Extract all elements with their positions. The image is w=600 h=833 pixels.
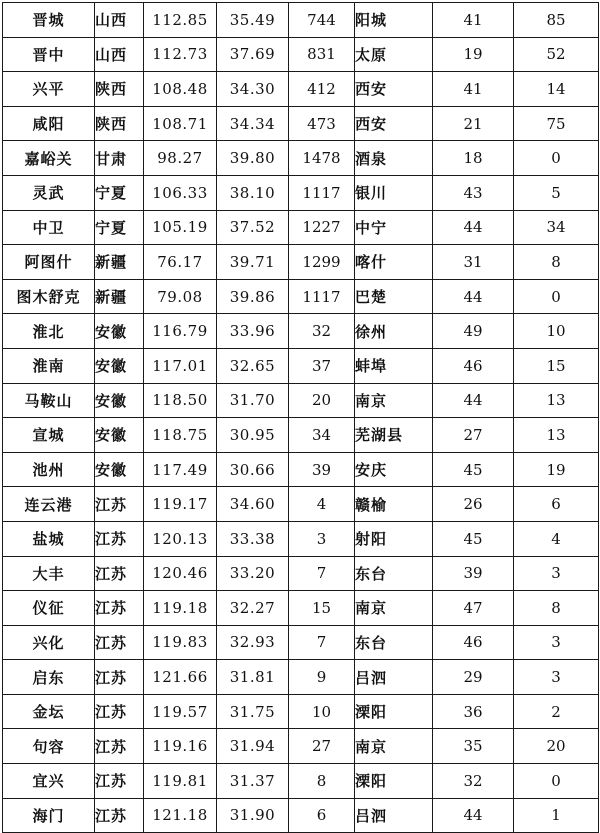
province-cell: 安徽 xyxy=(95,314,144,349)
longitude-cell: 121.18 xyxy=(144,798,217,833)
altitude-cell: 473 xyxy=(289,106,355,141)
table-row xyxy=(3,279,599,314)
reference-station-cell: 射阳 xyxy=(355,521,433,556)
latitude-cell: 39.71 xyxy=(217,245,289,280)
longitude-cell: 76.17 xyxy=(144,245,217,280)
station-name-cell: 仪征 xyxy=(3,591,95,626)
reference-station-cell: 阳城 xyxy=(355,3,433,38)
longitude-cell: 112.73 xyxy=(144,37,217,72)
table-row xyxy=(3,764,599,799)
province-cell: 陕西 xyxy=(95,72,144,107)
station-name-cell: 宜兴 xyxy=(3,764,95,799)
province-cell: 安徽 xyxy=(95,348,144,383)
longitude-cell: 120.13 xyxy=(144,521,217,556)
altitude-cell: 15 xyxy=(289,591,355,626)
altitude-cell: 32 xyxy=(289,314,355,349)
longitude-cell: 116.79 xyxy=(144,314,217,349)
value-a-cell: 44 xyxy=(433,210,514,245)
reference-station-cell: 东台 xyxy=(355,556,433,591)
reference-station-cell: 安庆 xyxy=(355,452,433,487)
province-cell: 安徽 xyxy=(95,383,144,418)
altitude-cell: 4 xyxy=(289,487,355,522)
reference-station-cell: 中宁 xyxy=(355,210,433,245)
station-name-cell: 兴平 xyxy=(3,72,95,107)
altitude-cell: 10 xyxy=(289,694,355,729)
altitude-cell: 7 xyxy=(289,556,355,591)
altitude-cell: 3 xyxy=(289,521,355,556)
station-name-cell: 嘉峪关 xyxy=(3,141,95,176)
altitude-cell: 37 xyxy=(289,348,355,383)
latitude-cell: 34.34 xyxy=(217,106,289,141)
province-cell: 江苏 xyxy=(95,798,144,833)
longitude-cell: 105.19 xyxy=(144,210,217,245)
province-cell: 江苏 xyxy=(95,591,144,626)
altitude-cell: 1299 xyxy=(289,245,355,280)
value-b-cell: 19 xyxy=(514,452,599,487)
province-cell: 江苏 xyxy=(95,625,144,660)
longitude-cell: 118.50 xyxy=(144,383,217,418)
reference-station-cell: 溧阳 xyxy=(355,694,433,729)
latitude-cell: 33.38 xyxy=(217,521,289,556)
province-cell: 宁夏 xyxy=(95,175,144,210)
longitude-cell: 98.27 xyxy=(144,141,217,176)
longitude-cell: 118.75 xyxy=(144,418,217,453)
latitude-cell: 38.10 xyxy=(217,175,289,210)
value-b-cell: 4 xyxy=(514,521,599,556)
table-row xyxy=(3,591,599,626)
reference-station-cell: 南京 xyxy=(355,383,433,418)
reference-station-cell: 赣榆 xyxy=(355,487,433,522)
table-row xyxy=(3,141,599,176)
altitude-cell: 1117 xyxy=(289,175,355,210)
reference-station-cell: 银川 xyxy=(355,175,433,210)
value-a-cell: 44 xyxy=(433,383,514,418)
latitude-cell: 39.86 xyxy=(217,279,289,314)
altitude-cell: 412 xyxy=(289,72,355,107)
latitude-cell: 31.90 xyxy=(217,798,289,833)
value-b-cell: 10 xyxy=(514,314,599,349)
value-b-cell: 85 xyxy=(514,3,599,38)
latitude-cell: 31.37 xyxy=(217,764,289,799)
station-name-cell: 金坛 xyxy=(3,694,95,729)
latitude-cell: 31.94 xyxy=(217,729,289,764)
value-a-cell: 49 xyxy=(433,314,514,349)
value-b-cell: 75 xyxy=(514,106,599,141)
province-cell: 江苏 xyxy=(95,556,144,591)
altitude-cell: 1478 xyxy=(289,141,355,176)
latitude-cell: 30.66 xyxy=(217,452,289,487)
station-name-cell: 晋城 xyxy=(3,3,95,38)
value-b-cell: 0 xyxy=(514,141,599,176)
reference-station-cell: 西安 xyxy=(355,106,433,141)
longitude-cell: 79.08 xyxy=(144,279,217,314)
reference-station-cell: 南京 xyxy=(355,729,433,764)
reference-station-cell: 蚌埠 xyxy=(355,348,433,383)
table-row xyxy=(3,175,599,210)
value-b-cell: 14 xyxy=(514,72,599,107)
value-a-cell: 27 xyxy=(433,418,514,453)
table-row xyxy=(3,418,599,453)
province-cell: 江苏 xyxy=(95,521,144,556)
value-b-cell: 3 xyxy=(514,660,599,695)
province-cell: 江苏 xyxy=(95,694,144,729)
altitude-cell: 27 xyxy=(289,729,355,764)
value-a-cell: 46 xyxy=(433,625,514,660)
value-b-cell: 13 xyxy=(514,418,599,453)
longitude-cell: 112.85 xyxy=(144,3,217,38)
value-a-cell: 29 xyxy=(433,660,514,695)
reference-station-cell: 喀什 xyxy=(355,245,433,280)
value-b-cell: 2 xyxy=(514,694,599,729)
reference-station-cell: 吕泗 xyxy=(355,660,433,695)
longitude-cell: 117.49 xyxy=(144,452,217,487)
station-name-cell: 图木舒克 xyxy=(3,279,95,314)
longitude-cell: 119.17 xyxy=(144,487,217,522)
value-b-cell: 15 xyxy=(514,348,599,383)
reference-station-cell: 西安 xyxy=(355,72,433,107)
station-data-table xyxy=(2,2,599,833)
value-b-cell: 52 xyxy=(514,37,599,72)
value-b-cell: 5 xyxy=(514,175,599,210)
station-name-cell: 句容 xyxy=(3,729,95,764)
reference-station-cell: 东台 xyxy=(355,625,433,660)
value-a-cell: 19 xyxy=(433,37,514,72)
value-b-cell: 0 xyxy=(514,279,599,314)
value-a-cell: 45 xyxy=(433,452,514,487)
altitude-cell: 831 xyxy=(289,37,355,72)
province-cell: 甘肃 xyxy=(95,141,144,176)
reference-station-cell: 溧阳 xyxy=(355,764,433,799)
province-cell: 陕西 xyxy=(95,106,144,141)
station-name-cell: 池州 xyxy=(3,452,95,487)
station-name-cell: 中卫 xyxy=(3,210,95,245)
longitude-cell: 120.46 xyxy=(144,556,217,591)
longitude-cell: 119.16 xyxy=(144,729,217,764)
latitude-cell: 32.27 xyxy=(217,591,289,626)
latitude-cell: 39.80 xyxy=(217,141,289,176)
station-name-cell: 淮北 xyxy=(3,314,95,349)
value-a-cell: 46 xyxy=(433,348,514,383)
table-body xyxy=(3,3,599,833)
table-row xyxy=(3,625,599,660)
reference-station-cell: 酒泉 xyxy=(355,141,433,176)
value-a-cell: 31 xyxy=(433,245,514,280)
table-row xyxy=(3,660,599,695)
latitude-cell: 31.75 xyxy=(217,694,289,729)
latitude-cell: 31.70 xyxy=(217,383,289,418)
value-a-cell: 32 xyxy=(433,764,514,799)
latitude-cell: 31.81 xyxy=(217,660,289,695)
station-name-cell: 咸阳 xyxy=(3,106,95,141)
latitude-cell: 35.49 xyxy=(217,3,289,38)
longitude-cell: 108.71 xyxy=(144,106,217,141)
table-row xyxy=(3,556,599,591)
station-name-cell: 海门 xyxy=(3,798,95,833)
latitude-cell: 37.69 xyxy=(217,37,289,72)
value-a-cell: 45 xyxy=(433,521,514,556)
value-b-cell: 8 xyxy=(514,245,599,280)
station-name-cell: 连云港 xyxy=(3,487,95,522)
altitude-cell: 1117 xyxy=(289,279,355,314)
value-a-cell: 18 xyxy=(433,141,514,176)
table-row xyxy=(3,37,599,72)
province-cell: 宁夏 xyxy=(95,210,144,245)
station-name-cell: 兴化 xyxy=(3,625,95,660)
latitude-cell: 34.30 xyxy=(217,72,289,107)
latitude-cell: 33.96 xyxy=(217,314,289,349)
value-a-cell: 44 xyxy=(433,798,514,833)
latitude-cell: 32.93 xyxy=(217,625,289,660)
longitude-cell: 108.48 xyxy=(144,72,217,107)
altitude-cell: 6 xyxy=(289,798,355,833)
altitude-cell: 7 xyxy=(289,625,355,660)
altitude-cell: 1227 xyxy=(289,210,355,245)
value-a-cell: 26 xyxy=(433,487,514,522)
table-row xyxy=(3,245,599,280)
value-a-cell: 39 xyxy=(433,556,514,591)
station-name-cell: 阿图什 xyxy=(3,245,95,280)
station-name-cell: 盐城 xyxy=(3,521,95,556)
station-name-cell: 启东 xyxy=(3,660,95,695)
longitude-cell: 119.81 xyxy=(144,764,217,799)
altitude-cell: 20 xyxy=(289,383,355,418)
value-a-cell: 43 xyxy=(433,175,514,210)
station-name-cell: 大丰 xyxy=(3,556,95,591)
value-a-cell: 44 xyxy=(433,279,514,314)
longitude-cell: 117.01 xyxy=(144,348,217,383)
value-b-cell: 13 xyxy=(514,383,599,418)
province-cell: 江苏 xyxy=(95,729,144,764)
province-cell: 山西 xyxy=(95,3,144,38)
station-name-cell: 淮南 xyxy=(3,348,95,383)
station-name-cell: 晋中 xyxy=(3,37,95,72)
value-b-cell: 6 xyxy=(514,487,599,522)
table-row xyxy=(3,106,599,141)
station-name-cell: 宣城 xyxy=(3,418,95,453)
table-row xyxy=(3,694,599,729)
table-row xyxy=(3,348,599,383)
altitude-cell: 9 xyxy=(289,660,355,695)
table-row xyxy=(3,452,599,487)
province-cell: 山西 xyxy=(95,37,144,72)
longitude-cell: 119.83 xyxy=(144,625,217,660)
reference-station-cell: 南京 xyxy=(355,591,433,626)
value-a-cell: 36 xyxy=(433,694,514,729)
value-b-cell: 3 xyxy=(514,625,599,660)
longitude-cell: 106.33 xyxy=(144,175,217,210)
station-name-cell: 灵武 xyxy=(3,175,95,210)
province-cell: 江苏 xyxy=(95,487,144,522)
reference-station-cell: 徐州 xyxy=(355,314,433,349)
latitude-cell: 32.65 xyxy=(217,348,289,383)
value-a-cell: 21 xyxy=(433,106,514,141)
value-a-cell: 47 xyxy=(433,591,514,626)
station-name-cell: 马鞍山 xyxy=(3,383,95,418)
value-b-cell: 34 xyxy=(514,210,599,245)
latitude-cell: 30.95 xyxy=(217,418,289,453)
value-b-cell: 20 xyxy=(514,729,599,764)
table-row xyxy=(3,487,599,522)
value-a-cell: 35 xyxy=(433,729,514,764)
province-cell: 新疆 xyxy=(95,245,144,280)
reference-station-cell: 芜湖县 xyxy=(355,418,433,453)
altitude-cell: 34 xyxy=(289,418,355,453)
latitude-cell: 34.60 xyxy=(217,487,289,522)
province-cell: 江苏 xyxy=(95,660,144,695)
table-row xyxy=(3,314,599,349)
longitude-cell: 119.18 xyxy=(144,591,217,626)
longitude-cell: 119.57 xyxy=(144,694,217,729)
altitude-cell: 8 xyxy=(289,764,355,799)
value-b-cell: 3 xyxy=(514,556,599,591)
table-row xyxy=(3,521,599,556)
province-cell: 新疆 xyxy=(95,279,144,314)
reference-station-cell: 太原 xyxy=(355,37,433,72)
province-cell: 安徽 xyxy=(95,452,144,487)
table-row xyxy=(3,798,599,833)
value-b-cell: 1 xyxy=(514,798,599,833)
table-row xyxy=(3,3,599,38)
latitude-cell: 37.52 xyxy=(217,210,289,245)
reference-station-cell: 吕泗 xyxy=(355,798,433,833)
value-a-cell: 41 xyxy=(433,72,514,107)
altitude-cell: 39 xyxy=(289,452,355,487)
value-b-cell: 8 xyxy=(514,591,599,626)
table-row xyxy=(3,210,599,245)
altitude-cell: 744 xyxy=(289,3,355,38)
value-a-cell: 41 xyxy=(433,3,514,38)
latitude-cell: 33.20 xyxy=(217,556,289,591)
longitude-cell: 121.66 xyxy=(144,660,217,695)
table-row xyxy=(3,383,599,418)
province-cell: 江苏 xyxy=(95,764,144,799)
value-b-cell: 0 xyxy=(514,764,599,799)
table-row xyxy=(3,729,599,764)
table-row xyxy=(3,72,599,107)
reference-station-cell: 巴楚 xyxy=(355,279,433,314)
province-cell: 安徽 xyxy=(95,418,144,453)
